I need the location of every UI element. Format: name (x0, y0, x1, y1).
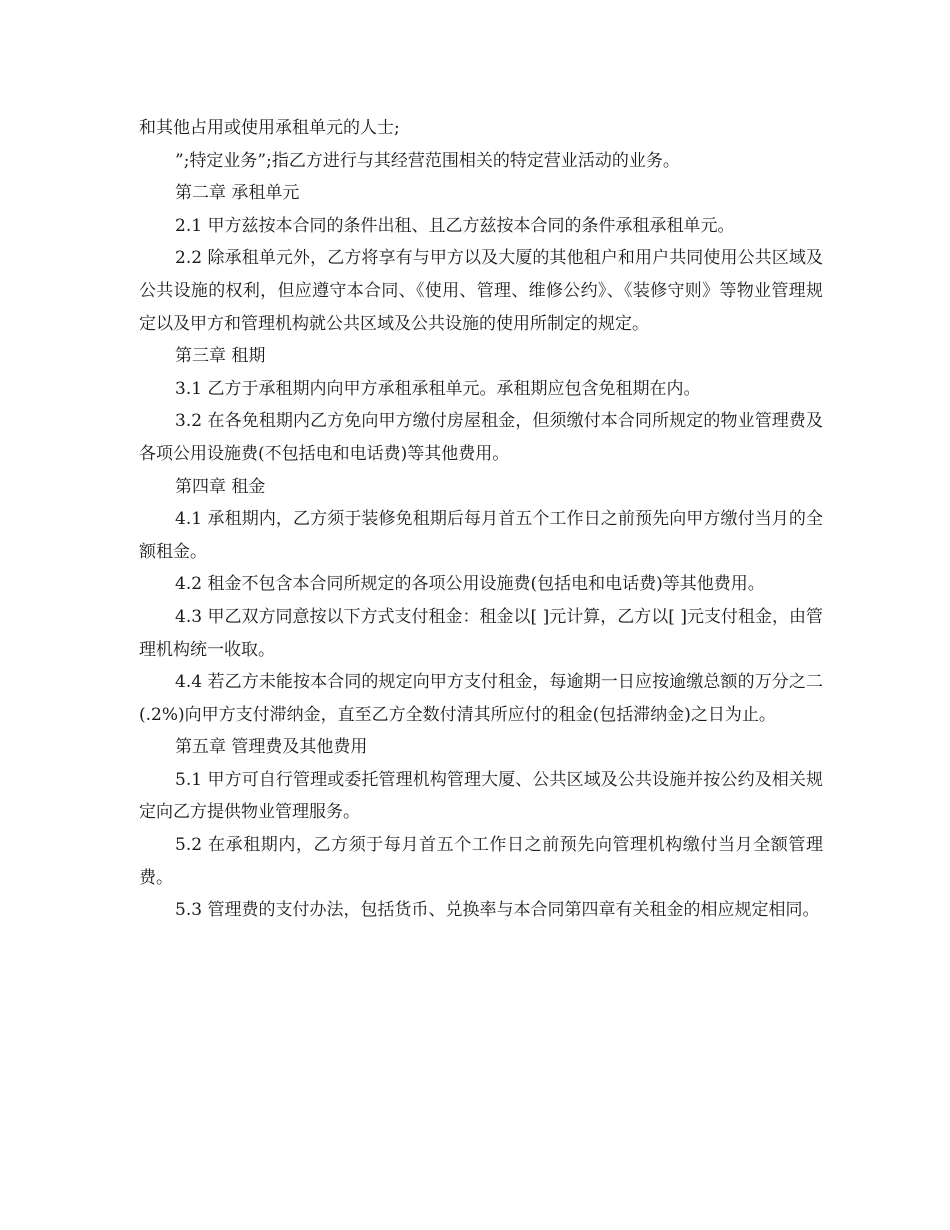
chapter-heading-2: 第二章 承租单元 (175, 183, 300, 204)
chapter-heading-4: 第四章 租金 (175, 476, 266, 497)
clause-4-2: 4.2 租金不包含本合同所规定的各项公用设施费(包括电和电话费)等其他费用。 (175, 574, 765, 595)
clause-2-2: 2.2 除承租单元外，乙方将享有与甲方以及大厦的其他租户和用户共同使用公共区域及公共设施的权利，但应遵守本合同、《使用、管理、维修公约》、《装修守则》等物业管理规定以及甲方和管理机构就公共区域及公共设施的使用所制定的规定。 (139, 248, 823, 334)
clause-4-1: 4.1 承租期内，乙方须于装修免租期后每月首五个工作日之前预先向甲方缴付当月的全额租金。 (139, 509, 823, 562)
clause-5-3: 5.3 管理费的支付办法，包括货币、兑换率与本合同第四章有关租金的相应规定相同。 (175, 900, 820, 921)
clause-3-1: 3.1 乙方于承租期内向甲方承租承租单元。承租期应包含免租期在内。 (175, 378, 701, 399)
paragraph-definition-specific-business: ”;特定业务”;指乙方进行与其经营范围相关的特定营业活动的业务。 (175, 150, 680, 171)
clause-4-3: 4.3 甲乙双方同意按以下方式支付租金：租金以[ ]元计算，乙方以[ ]元支付租金，由管理机构统一收取。 (139, 606, 823, 660)
document-body (139, 112, 823, 927)
chapter-heading-5: 第五章 管理费及其他费用 (175, 737, 368, 758)
chapter-heading-3: 第三章 租期 (175, 346, 266, 367)
clause-2-1: 2.1 甲方兹按本合同的条件出租、且乙方兹按本合同的条件承租承租单元。 (175, 215, 735, 236)
clause-5-2: 5.2 在承租期内，乙方须于每月首五个工作日之前预先向管理机构缴付当月全额管理费。 (139, 835, 823, 888)
paragraph-continuation: 和其他占用或使用承租单元的人士; (139, 118, 400, 138)
clause-3-2: 3.2 在各免租期内乙方免向甲方缴付房屋租金，但须缴付本合同所规定的物业管理费及各项公用设施费(不包括电和电话费)等其他费用。 (139, 411, 823, 464)
clause-5-1: 5.1 甲方可自行管理或委托管理机构管理大厦、公共区域及公共设施并按公约及相关规定向乙方提供物业管理服务。 (139, 769, 823, 823)
clause-4-4: 4.4 若乙方未能按本合同的规定向甲方支付租金，每逾期一日应按逾缴总额的万分之二(.2%)向甲方支付滞纳金，直至乙方全数付清其所应付的租金(包括滞纳金)之日为止。 (139, 672, 823, 725)
